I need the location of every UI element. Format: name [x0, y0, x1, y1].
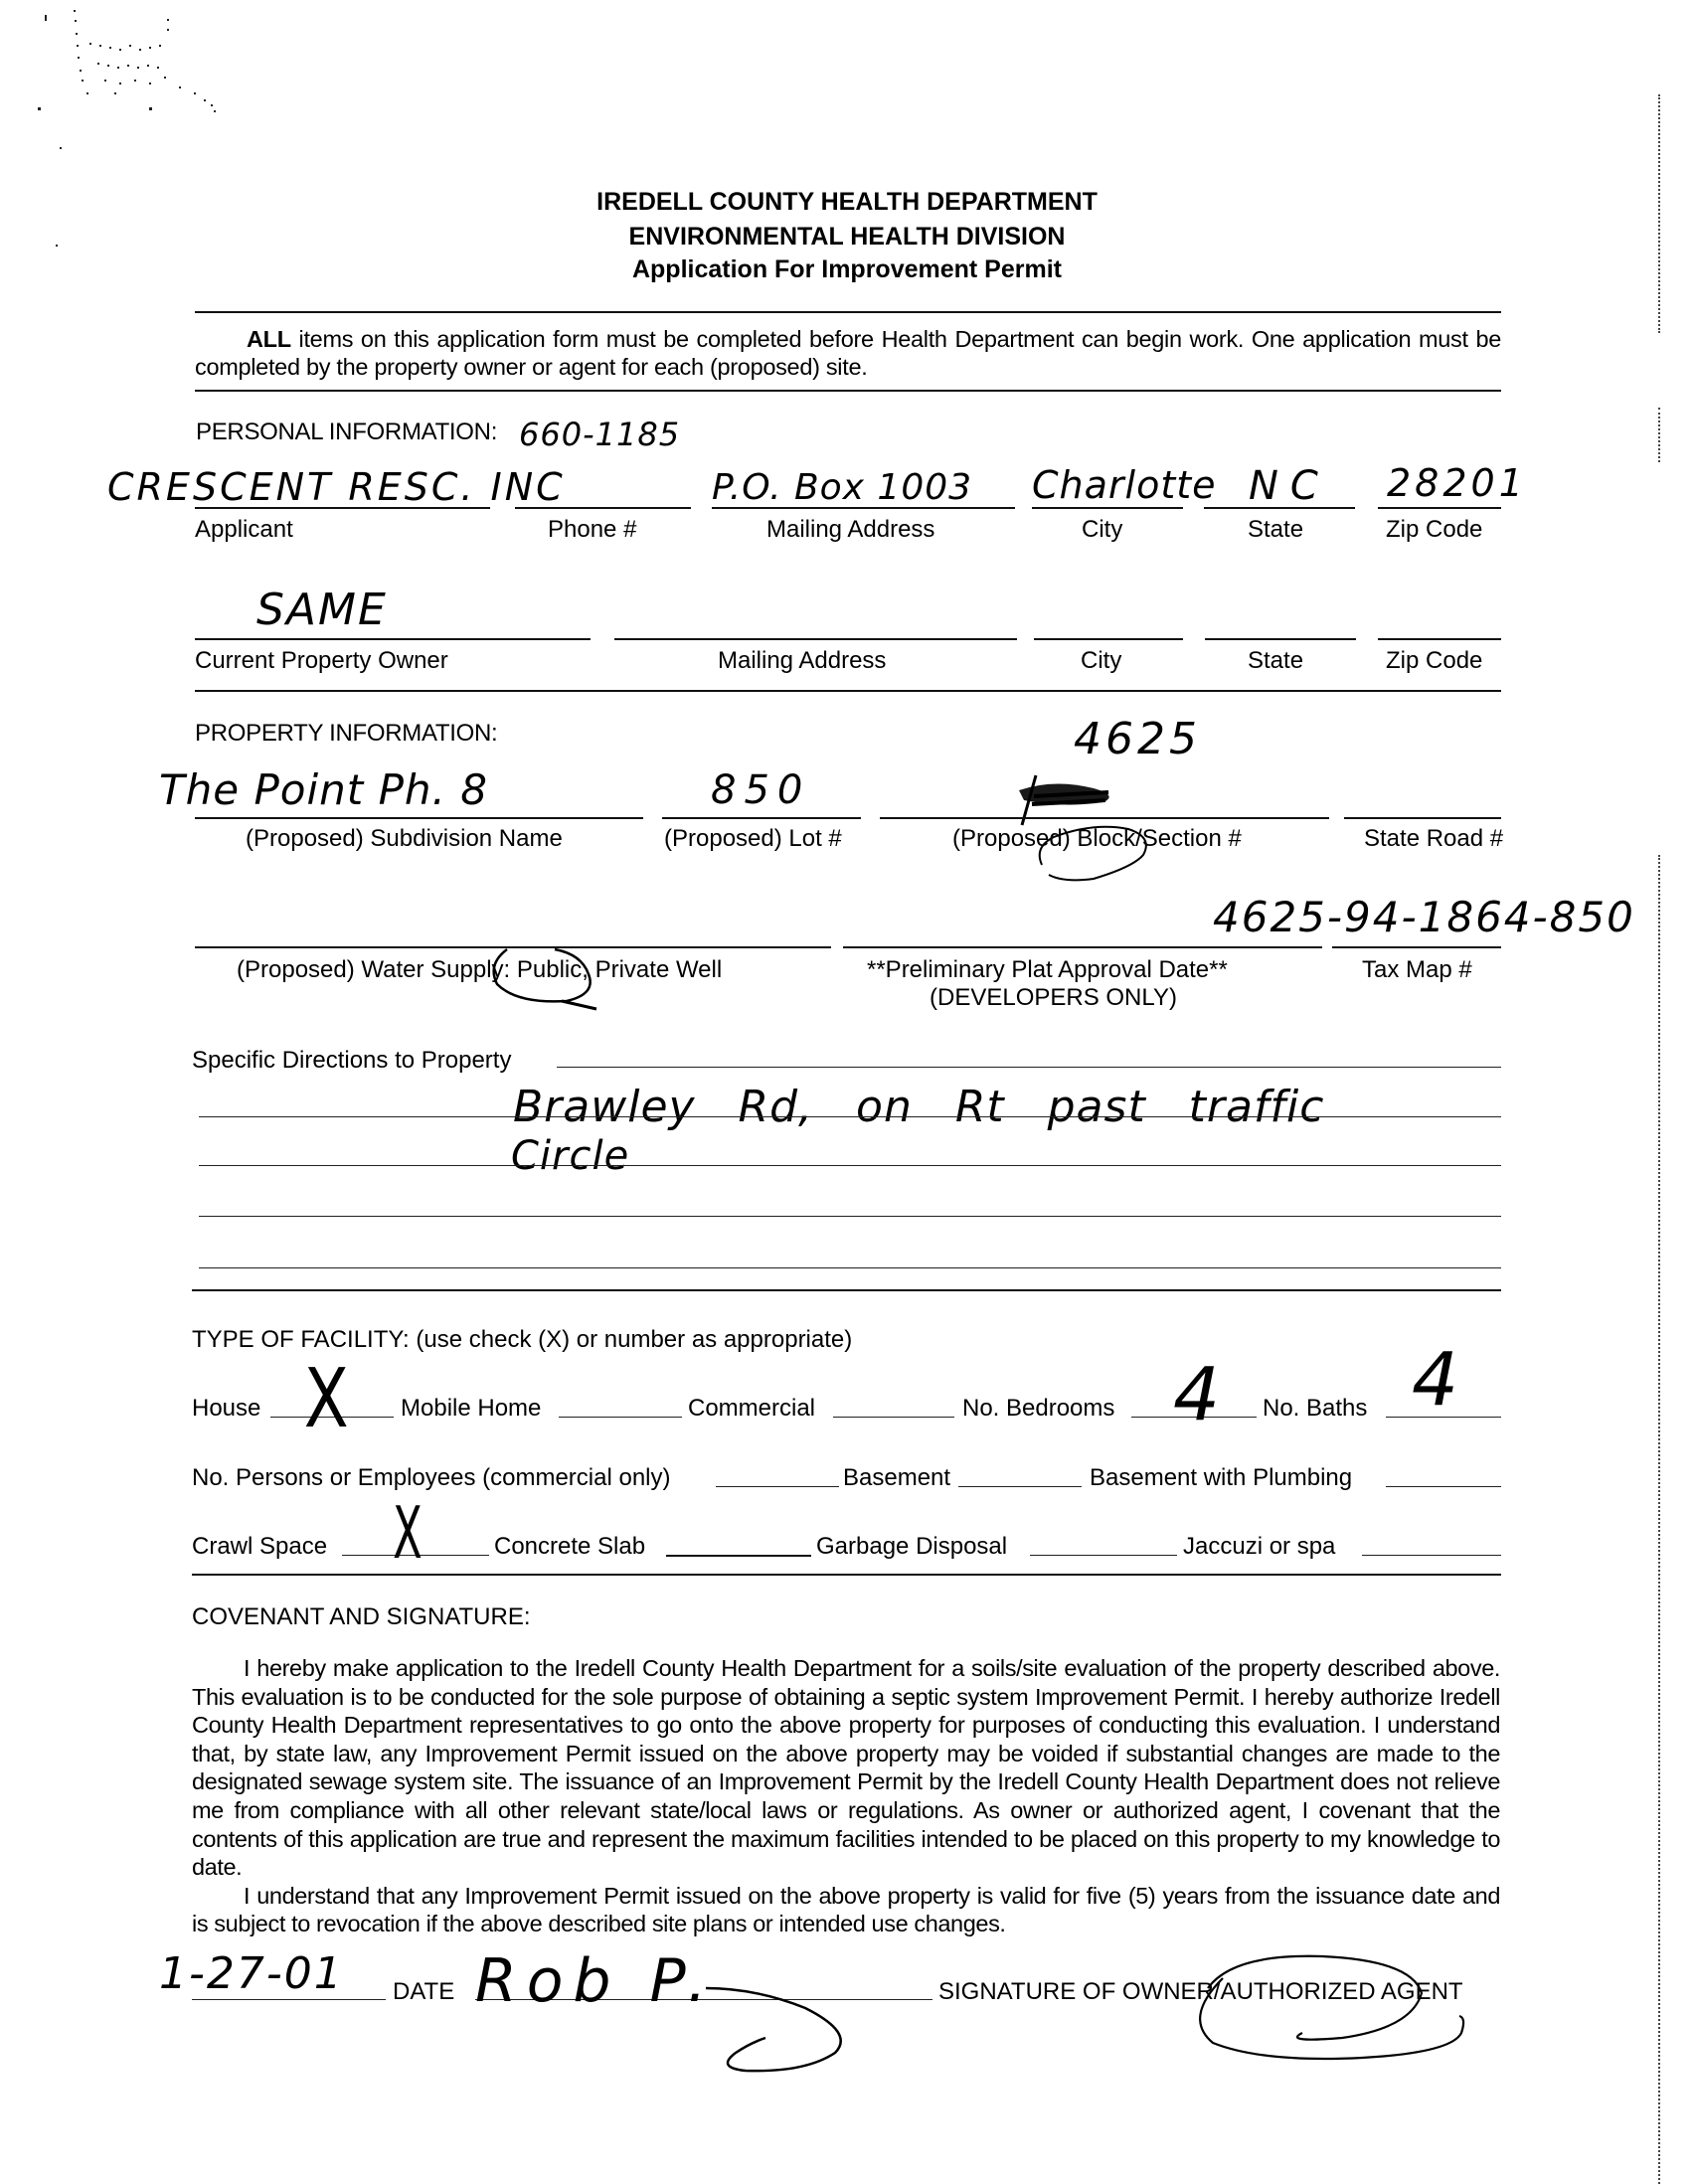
plat-approval-field-line[interactable]: [843, 946, 1322, 948]
owner-label: Current Property Owner: [195, 647, 448, 674]
city-field-line[interactable]: [1032, 507, 1183, 509]
applicant-mailing-address-value[interactable]: P.O. Box 1003: [712, 467, 973, 508]
owner-mailing-address-field-line[interactable]: [614, 638, 1017, 640]
state-road-field-line[interactable]: [1344, 817, 1501, 819]
state-road-label: State Road #: [1364, 825, 1504, 852]
commercial-label: Commercial: [688, 1395, 816, 1422]
speck: [60, 147, 62, 149]
owner-state-field-line[interactable]: [1205, 638, 1356, 640]
mailing-address-field-line[interactable]: [712, 507, 1015, 509]
covenant-text: [192, 1654, 1500, 1938]
owner-city-field-line[interactable]: [1034, 638, 1183, 640]
bedrooms-value[interactable]: 4: [1173, 1352, 1222, 1437]
owner-zip-label: Zip Code: [1386, 647, 1483, 674]
block-section-label: (Proposed) Block/Section #: [952, 825, 1242, 852]
applicant-state-value[interactable]: NC: [1249, 463, 1330, 509]
covenant-paragraph-1: I hereby make application to the Iredell County Health Department for a soils/site evaluation of the property described above. This evaluation is to be conducted for the sole purpose of obtaining a septic system Improvement Permit. I hereby authorize Iredell County Health Department representatives to go onto the above property for purposes of conducting this evaluation. I understand that, by state law, any Improvement Permit issued on the above property may be voided if substantial changes are made to the designated sewage system site. The issuance of an Improvement Permit by the Iredell County Health Department does not relieve me from compliance with all other relevant state/local laws or regulations. As owner or authorized agent, I covenant that the contents of this application are true and represent the maximum facilities intended to be placed on this property to my knowledge to date.: [192, 1655, 1500, 1881]
divider: [195, 311, 1501, 313]
block-circle-mark: [1034, 817, 1153, 892]
signature-flourish: [696, 1983, 895, 2083]
jacuzzi-field-line[interactable]: [1362, 1555, 1501, 1556]
bedrooms-label: No. Bedrooms: [962, 1395, 1115, 1422]
directions-value-1[interactable]: Brawley Rd, on Rt past traffic: [513, 1082, 1325, 1132]
personal-info-label: PERSONAL INFORMATION:: [196, 419, 498, 445]
intro-body: items on this application form must be completed before Health Department can begin work. One application must be completed by the property owner or agent for each (proposed) site.: [195, 326, 1501, 380]
lot-value[interactable]: 850: [711, 767, 811, 813]
applicant-field-line[interactable]: [195, 507, 490, 509]
concrete-slab-label: Concrete Slab: [494, 1533, 646, 1560]
intro-lead: ALL: [247, 326, 291, 352]
divider: [192, 1289, 1501, 1291]
tax-map-value[interactable]: 4625-94-1864-850: [1213, 893, 1635, 941]
state-field-line[interactable]: [1204, 507, 1355, 509]
applicant-zip-value[interactable]: 28201: [1387, 461, 1527, 505]
house-label: House: [192, 1395, 261, 1422]
commercial-field-line[interactable]: [833, 1417, 954, 1418]
tax-map-label: Tax Map #: [1362, 956, 1472, 983]
basement-plumbing-label: Basement with Plumbing: [1090, 1464, 1353, 1491]
form-title: Application For Improvement Permit: [631, 255, 1062, 283]
persons-label: No. Persons or Employees (commercial only): [192, 1464, 671, 1491]
owner-zip-field-line[interactable]: [1378, 638, 1501, 640]
garbage-disposal-label: Garbage Disposal: [816, 1533, 1008, 1560]
basement-label: Basement: [843, 1464, 951, 1491]
basement-plumbing-field-line[interactable]: [1386, 1486, 1501, 1487]
city-label: City: [1082, 516, 1123, 543]
phone-field-line[interactable]: [515, 507, 691, 509]
concrete-slab-field-line[interactable]: [666, 1555, 811, 1557]
mobile-home-field-line[interactable]: [559, 1417, 682, 1418]
tax-map-field-line[interactable]: [1332, 946, 1501, 948]
phone-handwritten[interactable]: 660-1185: [519, 416, 681, 453]
directions-line-3[interactable]: [199, 1165, 1501, 1166]
subdivision-label: (Proposed) Subdivision Name: [246, 825, 563, 852]
garbage-disposal-field-line[interactable]: [1030, 1555, 1177, 1556]
applicant-city-value[interactable]: Charlotte: [1032, 463, 1217, 507]
header-division: ENVIRONMENTAL HEALTH DIVISION: [628, 223, 1066, 251]
basement-field-line[interactable]: [958, 1486, 1082, 1487]
facility-label: TYPE OF FACILITY: (use check (X) or number as appropriate): [192, 1326, 853, 1353]
mailing-address-label: Mailing Address: [766, 516, 935, 543]
zip-label: Zip Code: [1386, 516, 1483, 543]
plat-approval-sublabel: (DEVELOPERS ONLY): [930, 984, 1177, 1011]
owner-field-line[interactable]: [195, 638, 591, 640]
block-section-value[interactable]: 4625: [1074, 714, 1201, 764]
covenant-paragraph-2: I understand that any Improvement Permit issued on the above property is valid for five (5) years from the issuance date and is subject to revocation if the above described site plans or intended use changes.: [192, 1882, 1500, 1937]
owner-mailing-address-label: Mailing Address: [718, 647, 887, 674]
applicant-value[interactable]: CRESCENT RESC. INC: [107, 465, 566, 509]
directions-line-2[interactable]: [199, 1116, 1501, 1117]
plat-approval-label: **Preliminary Plat Approval Date**: [867, 956, 1228, 983]
divider: [195, 690, 1501, 692]
header-department: IREDELL COUNTY HEALTH DEPARTMENT: [596, 188, 1098, 216]
scan-edge-mark: [1658, 408, 1660, 462]
divider: [192, 1574, 1501, 1576]
directions-line-4[interactable]: [199, 1216, 1501, 1217]
persons-field-line[interactable]: [716, 1486, 839, 1487]
baths-label: No. Baths: [1263, 1395, 1368, 1422]
signature-label: SIGNATURE OF OWNER/AUTHORIZED AGENT: [938, 1978, 1463, 2005]
house-check-value[interactable]: X: [303, 1352, 350, 1446]
water-supply-label: (Proposed) Water Supply: Public, Private Well: [237, 956, 723, 983]
directions-line-5[interactable]: [199, 1267, 1501, 1268]
lot-label: (Proposed) Lot #: [664, 825, 842, 852]
date-value[interactable]: 1-27-01: [159, 1948, 344, 1999]
applicant-label: Applicant: [195, 516, 293, 543]
scan-edge-mark: [1658, 855, 1660, 2184]
owner-state-label: State: [1248, 647, 1304, 674]
phone-label: Phone #: [548, 516, 637, 543]
scan-smudge-mark: [40, 5, 239, 114]
zip-field-line[interactable]: [1378, 507, 1501, 509]
jacuzzi-label: Jaccuzi or spa: [1183, 1533, 1336, 1560]
directions-label: Specific Directions to Property: [192, 1047, 512, 1074]
lot-field-line[interactable]: [662, 817, 861, 819]
date-field-line[interactable]: [192, 1999, 386, 2000]
public-circle-mark[interactable]: [477, 939, 626, 1019]
owner-value[interactable]: SAME: [256, 585, 388, 635]
divider: [195, 390, 1501, 392]
crawl-space-check-value[interactable]: X: [393, 1491, 424, 1575]
subdivision-field-line[interactable]: [195, 817, 643, 819]
baths-value[interactable]: 4: [1412, 1337, 1460, 1423]
date-label: DATE: [393, 1978, 455, 2005]
directions-value-2[interactable]: Circle: [511, 1133, 630, 1179]
agent-circle-mark: [1163, 1948, 1491, 2068]
directions-line-1[interactable]: [557, 1067, 1501, 1068]
state-label: State: [1248, 516, 1304, 543]
owner-city-label: City: [1081, 647, 1122, 674]
covenant-label: COVENANT AND SIGNATURE:: [192, 1603, 531, 1630]
subdivision-value[interactable]: The Point Ph. 8: [159, 765, 488, 814]
intro-text: [195, 325, 1501, 381]
signature-value[interactable]: Rob P.: [475, 1946, 717, 2016]
mobile-home-label: Mobile Home: [401, 1395, 542, 1422]
crawl-space-label: Crawl Space: [192, 1533, 328, 1560]
property-info-label: PROPERTY INFORMATION:: [195, 720, 498, 747]
